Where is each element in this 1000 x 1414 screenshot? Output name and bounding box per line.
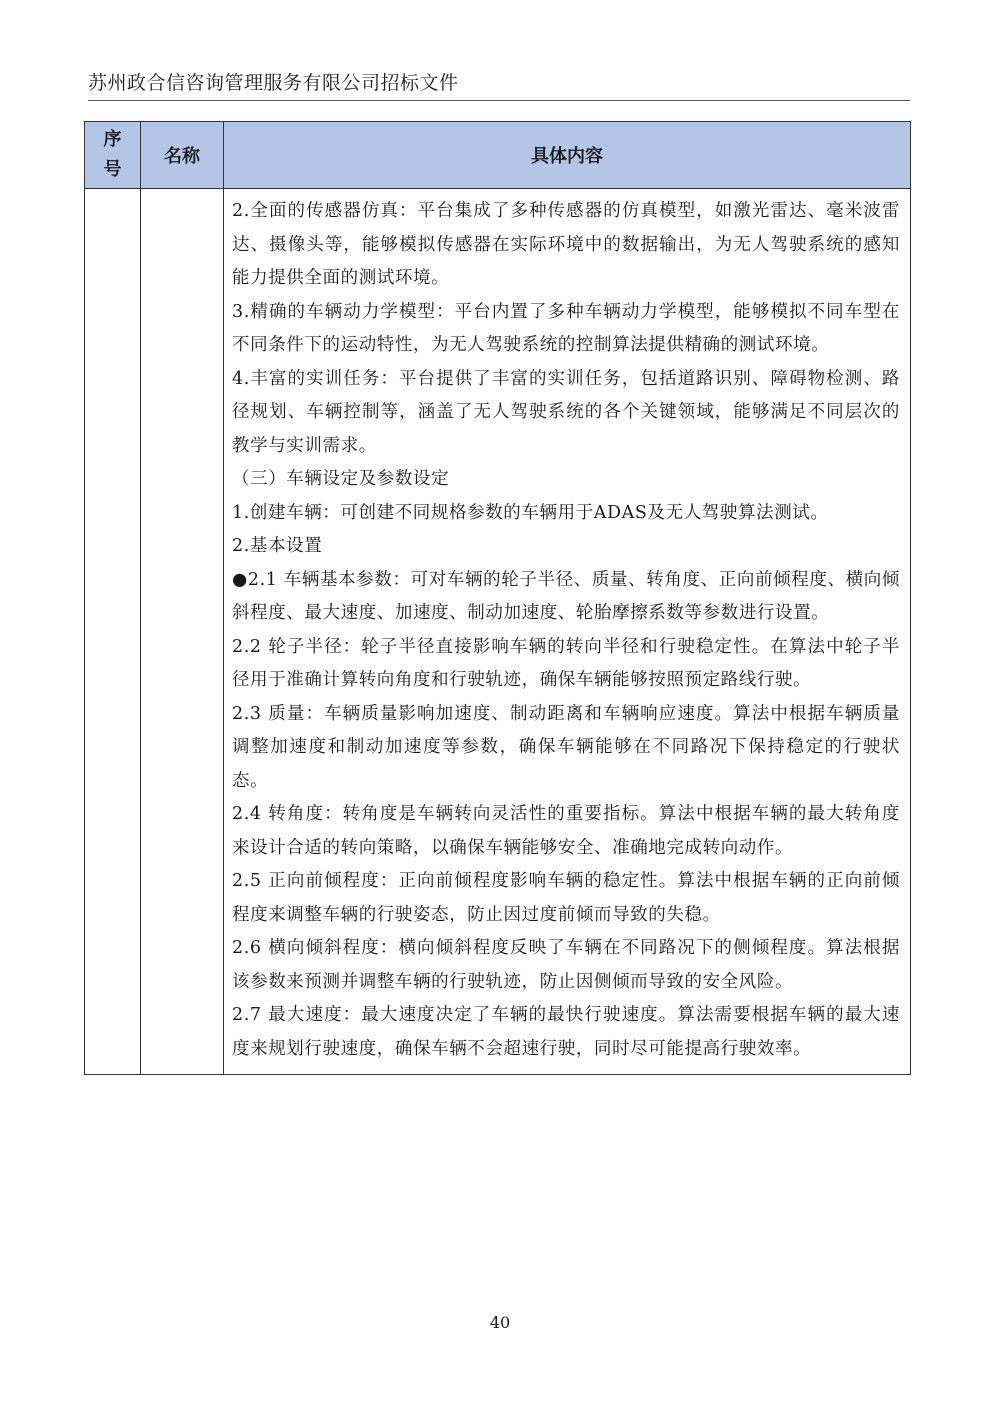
seq-cell [85,189,141,1075]
content-paragraph: 2.全面的传感器仿真：平台集成了多种传感器的仿真模型，如激光雷达、毫米波雷达、摄像头等，能够模拟传感器在实际环境中的数据输出，为无人驾驶系统的感知能力提供全面的测试环境。 [232,201,900,288]
page-number: 40 [489,1313,511,1332]
section-heading: （三）车辆设定及参数设定 [232,469,450,489]
content-paragraph: 4.丰富的实训任务：平台提供了丰富的实训任务，包括道路识别、障碍物检测、路径规划、车辆控制等，涵盖了无人驾驶系统的各个关键领域，能够满足不同层次的教学与实训需求。 [232,368,900,456]
table-header-row [85,122,911,189]
content-paragraph: 2.7 最大速度：最大速度决定了车辆的最快行驶速度。算法需要根据车辆的最大速度来规划行驶速度，确保车辆不会超速行驶，同时尽可能提高行驶效率。 [232,1005,900,1059]
content-paragraph: 2.6 横向倾斜程度：横向倾斜程度反映了车辆在不同路况下的侧倾程度。算法根据该参数来预测并调整车辆的行驶轨迹，防止因侧倾而导致的安全风险。 [232,938,900,992]
content-paragraph: ●2.1 车辆基本参数：可对车辆的轮子半径、质量、转角度、正向前倾程度、横向倾斜程度、最大速度、加速度、制动加速度、轮胎摩擦系数等参数进行设置。 [232,569,900,623]
content-paragraph: 1.创建车辆：可创建不同规格参数的车辆用于ADAS及无人驾驶算法测试。 [232,502,829,523]
content-cell [224,189,911,1075]
content-paragraph: 2.4 转角度：转角度是车辆转向灵活性的重要指标。算法中根据车辆的最大转角度来设计合适的转向策略，以确保车辆能够安全、准确地完成转向动作。 [232,804,900,858]
column-header-seq-line1: 序 [103,129,122,150]
content-paragraph: 2.基本设置 [232,536,323,556]
column-header-name: 名称 [141,122,224,189]
table-row [85,189,911,1075]
content-paragraph: 3.精确的车辆动力学模型：平台内置了多种车辆动力学模型，能够模拟不同车型在不同条件下的运动特性，为无人驾驶系统的控制算法提供精确的测试环境。 [232,301,900,355]
name-cell [141,189,224,1075]
spec-table [84,121,911,1075]
column-header-seq [85,122,141,189]
content-paragraph: 2.2 轮子半径：轮子半径直接影响车辆的转向半径和行驶稳定性。在算法中轮子半径用于准确计算转向角度和行驶轨迹，确保车辆能够按照预定路线行驶。 [232,636,900,690]
column-header-seq-line2: 号 [103,159,122,180]
page-header [88,66,910,101]
document-title: 苏州政合信咨询管理服务有限公司招标文件 [88,72,459,94]
content-paragraph: 2.3 质量：车辆质量影响加速度、制动距离和车辆响应速度。算法中根据车辆质量调整加速度和制动加速度等参数，确保车辆能够在不同路况下保持稳定的行驶状态。 [232,703,900,791]
column-header-content: 具体内容 [224,122,911,189]
content-paragraph: 2.5 正向前倾程度：正向前倾程度影响车辆的稳定性。算法中根据车辆的正向前倾程度来调整车辆的行驶姿态，防止因过度前倾而导致的失稳。 [232,871,900,925]
